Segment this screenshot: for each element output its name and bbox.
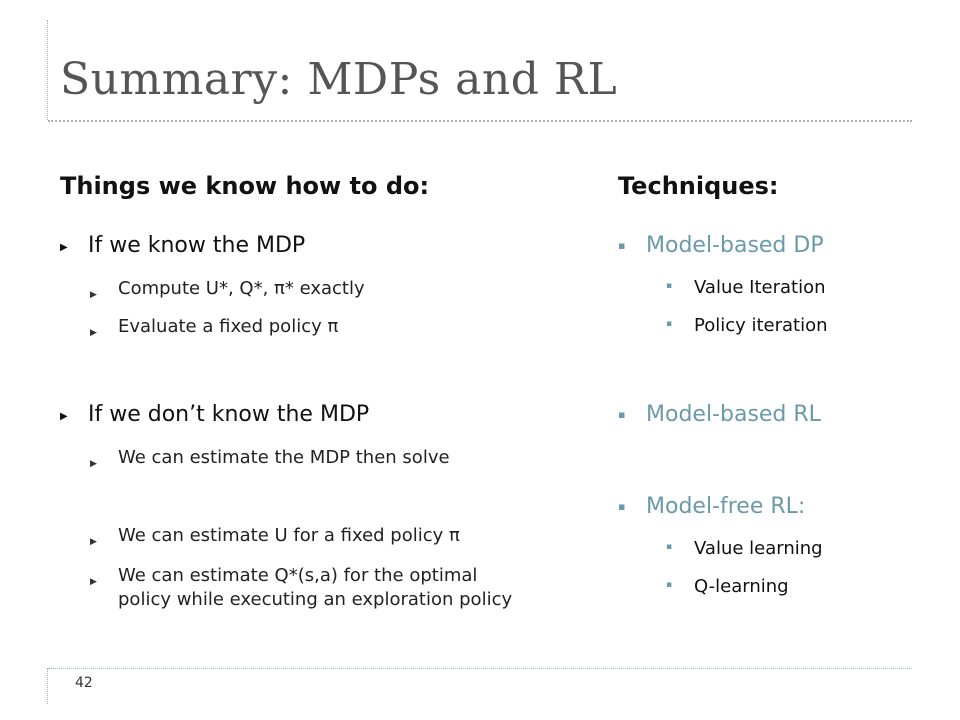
technique-text: Model-based RL: [646, 402, 821, 427]
square-bullet-icon: ▪: [666, 580, 673, 590]
left-column-heading: Things we know how to do:: [60, 172, 430, 200]
right-column-heading: Techniques:: [618, 172, 779, 200]
triangle-bullet-icon: ▶: [90, 328, 97, 338]
page-number: 42: [75, 675, 93, 691]
square-bullet-icon: ▪: [666, 542, 673, 552]
bullet-text: If we know the MDP: [88, 233, 306, 258]
triangle-bullet-icon: ▶: [90, 459, 97, 469]
footer-divider: [48, 668, 912, 669]
triangle-bullet-icon: ▶: [90, 537, 97, 547]
triangle-bullet-icon: ▶: [90, 577, 97, 587]
triangle-bullet-icon: ▶: [90, 290, 97, 300]
sub-bullet-text: We can estimate U for a fixed policy π: [118, 525, 460, 546]
square-bullet-icon: ▪: [618, 500, 626, 513]
sub-bullet-text: We can estimate the MDP then solve: [118, 447, 450, 468]
title-left-rule: [47, 20, 48, 120]
sub-bullet-text: Compute U*, Q*, π* exactly: [118, 278, 365, 299]
title-divider: [48, 120, 912, 122]
square-bullet-icon: ▪: [666, 319, 673, 329]
sub-technique-text: Policy iteration: [694, 315, 828, 336]
sub-technique-text: Value Iteration: [694, 277, 826, 298]
triangle-bullet-icon: ▶: [60, 411, 68, 422]
technique-text: Model-free RL:: [646, 494, 806, 519]
sub-bullet-text-line-1: We can estimate Q*(s,a) for the optimal: [118, 565, 478, 586]
sub-technique-text: Value learning: [694, 538, 823, 559]
square-bullet-icon: ▪: [618, 239, 626, 252]
triangle-bullet-icon: ▶: [60, 242, 68, 253]
footer-left-rule: [47, 668, 48, 704]
sub-bullet-text-line-2: policy while executing an exploration policy: [118, 589, 513, 610]
sub-bullet-text: Evaluate a fixed policy π: [118, 316, 339, 337]
square-bullet-icon: ▪: [666, 281, 673, 291]
bullet-text: If we don’t know the MDP: [88, 402, 370, 427]
technique-text: Model-based DP: [646, 233, 824, 258]
sub-technique-text: Q-learning: [694, 576, 789, 597]
square-bullet-icon: ▪: [618, 408, 626, 421]
slide-title: Summary: MDPs and RL: [60, 54, 618, 105]
